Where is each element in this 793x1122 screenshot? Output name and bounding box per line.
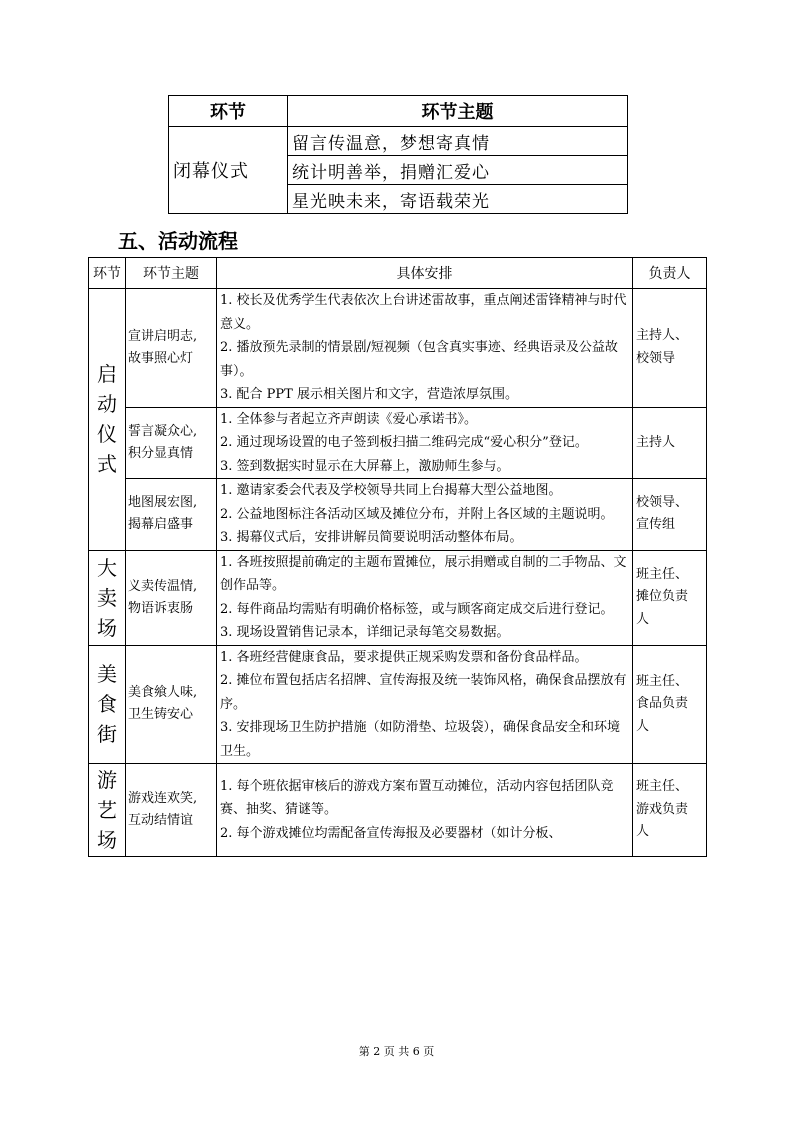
theme-cell xyxy=(126,764,217,857)
segment-char: 卖 xyxy=(97,585,117,610)
details-cell xyxy=(217,645,633,764)
segment-char: 启 xyxy=(97,362,117,387)
detail-item: 3. 配合 PPT 展示相关图片和文字，营造浓厚氛围。 xyxy=(220,387,518,402)
owner-line: 班主任、 xyxy=(636,566,689,582)
segment-char: 食 xyxy=(97,692,117,717)
page-footer: 第 2 页 共 6 页 xyxy=(358,1045,435,1058)
segment-cell xyxy=(89,645,126,764)
flow-table-body xyxy=(89,289,707,857)
owner-line: 宣传组 xyxy=(636,517,676,533)
segment-char: 场 xyxy=(97,615,117,640)
summary-theme-cell: 留言传温意，梦想寄真情 xyxy=(288,127,628,156)
flow-header-owner: 负责人 xyxy=(633,258,707,289)
flow-table xyxy=(88,257,707,857)
owner-line: 班主任、 xyxy=(636,779,689,795)
theme-line: 游戏连欢笑, xyxy=(128,791,198,806)
section-title: 五、活动流程 xyxy=(118,229,238,253)
theme-cell xyxy=(126,479,217,551)
owner-line: 校领导 xyxy=(636,350,676,366)
segment-char: 仪 xyxy=(97,422,117,447)
theme-line: 揭幕启盛事 xyxy=(128,517,194,533)
details-cell xyxy=(217,764,633,857)
theme-line: 互动结情谊 xyxy=(128,813,194,828)
segment-cell xyxy=(89,550,126,645)
summary-theme-cell: 星光映未来，寄语载荣光 xyxy=(288,185,628,214)
summary-theme-cell: 统计明善举，捐赠汇爱心 xyxy=(288,156,628,185)
details-cell xyxy=(217,407,633,479)
flow-row xyxy=(89,479,707,551)
flow-header-row xyxy=(89,258,707,289)
theme-line: 誓言凝众心, xyxy=(128,423,198,439)
owner-cell xyxy=(633,479,707,551)
theme-line: 地图展宏图, xyxy=(128,495,198,511)
theme-line: 积分显真情 xyxy=(128,445,194,461)
details-cell xyxy=(217,550,633,645)
owner-cell xyxy=(633,407,707,479)
theme-cell xyxy=(126,550,217,645)
owner-line: 人 xyxy=(636,611,650,627)
detail-item: 3. 签到数据实时显示在大屏幕上，激励师生参与。 xyxy=(220,458,510,474)
flow-row xyxy=(89,645,707,764)
segment-char: 式 xyxy=(97,452,117,477)
owner-line: 食品负责 xyxy=(636,696,689,711)
owner-line: 班主任、 xyxy=(636,673,689,689)
owner-cell xyxy=(633,645,707,764)
detail-item: 1. 各班经营健康食品，要求提供正规采购发票和备份食品样品。 xyxy=(220,649,588,665)
flow-header-details: 具体安排 xyxy=(217,258,633,289)
segment-char: 场 xyxy=(97,828,117,852)
owner-line: 校领导、 xyxy=(636,494,689,510)
detail-item: 3. 现场设置销售记录本，详细记录每笔交易数据。 xyxy=(220,625,510,640)
segment-char: 艺 xyxy=(97,798,117,822)
theme-cell xyxy=(126,645,217,764)
segment-char: 动 xyxy=(97,392,117,417)
flow-row xyxy=(89,289,707,408)
details-cell xyxy=(217,289,633,408)
theme-line: 故事照心灯 xyxy=(128,350,194,366)
theme-cell xyxy=(126,407,217,479)
summary-table xyxy=(168,95,628,214)
detail-item: 1. 全体参与者起立齐声朗读《爱心承诺书》。 xyxy=(220,411,478,427)
detail-item: 1. 每个班依据审核后的游戏方案布置互动摊位，活动内容包括团队竞赛、抽奖、猜谜等。 xyxy=(220,778,614,818)
segment-cell xyxy=(89,289,126,551)
detail-item: 3. 揭幕仪式后，安排讲解员简要说明活动整体布局。 xyxy=(220,530,523,545)
details-cell xyxy=(217,479,633,551)
detail-item: 1. 各班按照提前确定的主题布置摊位，展示捐赠或自制的二手物品、文创作品等。 xyxy=(220,554,627,593)
summary-row xyxy=(169,127,628,156)
theme-cell xyxy=(126,289,217,408)
detail-item: 3. 安排现场卫生防护措施（如防滑垫、垃圾袋），确保食品安全和环境卫生。 xyxy=(220,720,621,759)
owner-cell xyxy=(633,764,707,857)
detail-item: 1. 邀请家委会代表及学校领导共同上台揭幕大型公益地图。 xyxy=(220,483,562,498)
flow-row xyxy=(89,550,707,645)
detail-item: 2. 播放预先录制的情景剧/短视频（包含真实事迹、经典语录及公益故事）。 xyxy=(220,340,618,379)
detail-item: 2. 每个游戏摊位均需配备宣传海报及必要器材（如计分板、 xyxy=(220,825,562,841)
detail-item: 2. 摊位布置包括店名招牌、宣传海报及统一装饰风格，确保食品摆放有序。 xyxy=(220,673,627,712)
owner-line: 人 xyxy=(636,824,650,840)
summary-segment-cell: 闭幕仪式 xyxy=(169,127,288,214)
segment-char: 街 xyxy=(97,722,117,747)
summary-header-segment: 环节 xyxy=(169,96,288,127)
detail-item: 2. 每件商品均需贴有明确价格标签，或与顾客商定成交后进行登记。 xyxy=(220,601,614,617)
segment-char: 大 xyxy=(97,555,117,580)
owner-cell xyxy=(633,550,707,645)
owner-line: 主持人 xyxy=(636,434,676,450)
theme-line: 美食飨人味, xyxy=(128,685,198,701)
detail-item: 1. 校长及优秀学生代表依次上台讲述雷故事，重点阐述雷锋精神与时代意义。 xyxy=(220,293,627,332)
flow-header-segment: 环节 xyxy=(89,258,126,289)
summary-header-row xyxy=(169,96,628,127)
owner-line: 人 xyxy=(636,718,650,734)
segment-cell xyxy=(89,764,126,857)
detail-item: 2. 通过现场设置的电子签到板扫描二维码完成“爱心积分”登记。 xyxy=(220,435,588,450)
theme-line: 物语诉衷肠 xyxy=(128,600,194,616)
theme-line: 宣讲启明志, xyxy=(128,328,198,344)
owner-line: 主持人、 xyxy=(636,328,689,344)
flow-header-theme: 环节主题 xyxy=(126,258,217,289)
segment-char: 美 xyxy=(97,662,117,687)
theme-line: 卫生铸安心 xyxy=(128,707,194,723)
owner-line: 游戏负责 xyxy=(636,801,689,817)
owner-cell xyxy=(633,289,707,408)
summary-header-theme: 环节主题 xyxy=(288,96,628,127)
owner-line: 摊位负责 xyxy=(636,589,689,605)
flow-row xyxy=(89,764,707,857)
flow-row xyxy=(89,407,707,479)
detail-item: 2. 公益地图标注各活动区域及摊位分布，并附上各区域的主题说明。 xyxy=(220,506,614,522)
segment-char: 游 xyxy=(97,768,117,792)
theme-line: 义卖传温情, xyxy=(128,578,198,594)
